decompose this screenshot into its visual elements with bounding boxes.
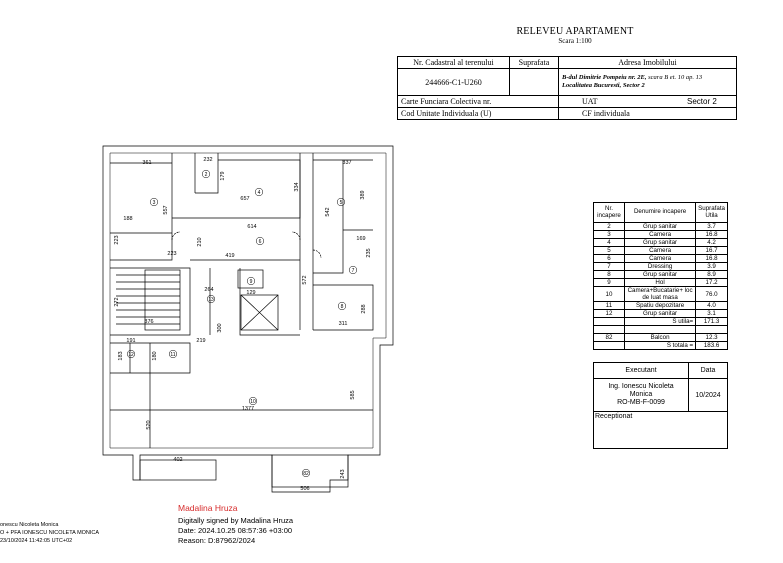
address-rest: scara B et. 10 ap. 13 [646,74,703,81]
room-name: Camera [625,255,696,263]
dimension-label: 272 [114,297,120,307]
dimension-label: 361 [142,160,152,166]
dimension-label: 264 [204,287,214,293]
dimension-label: 614 [247,224,257,230]
uat-label: UAT [582,97,598,106]
dimension-label: 232 [203,157,213,163]
nr-cadastral: 244666-C1-U260 [398,69,510,96]
cf-label: Carte Funciara Colectiva nr. [398,96,559,108]
dimension-label: 1377 [241,406,255,412]
s-utila-value: 171.3 [696,318,728,326]
uat-value: Sector 2 [687,97,717,106]
h-suprafata: Suprafata [510,57,559,69]
h-suprafata-utila: Suprafata Utila [696,203,728,223]
dimension-label: 572 [302,275,308,285]
room-area: 4.2 [696,239,728,247]
balcon-label: Balcon [625,334,696,342]
room-nr: 7 [594,263,625,271]
s-utila-label: S utila= [625,318,696,326]
room-nr: 3 [594,231,625,239]
room-nr: 10 [594,287,625,302]
exec-name1: Ing. Ionescu Nicoleta [608,383,674,390]
dimension-label: 169 [356,236,366,242]
exec-name2: Monica [629,391,653,398]
room-area: 3.7 [696,223,728,231]
dimension-label: 223 [114,235,120,245]
dimension-label: 376 [144,319,154,325]
dimension-label: 542 [325,207,331,217]
room-name: Grup sanitar [625,223,696,231]
dimension-label: 389 [360,190,366,200]
room-number: 5 [339,199,343,206]
exec-date: 10/2024 [689,379,728,412]
dimension-label: 243 [340,469,346,479]
h-executant: Executant [594,363,689,379]
room-nr: 6 [594,255,625,263]
room-number: 82 [303,470,309,477]
room-area: 3.9 [696,263,728,271]
room-number: 3 [152,199,156,206]
left-sign-line1: onescu Nicoleta Monica [0,522,59,528]
left-sign-line3: 23/10/2024 11:42:05 UTC+02 [0,538,73,544]
room-name: Camera [625,247,696,255]
h-data: Data [689,363,728,379]
room-area: 8.9 [696,271,728,279]
sign-line2: Date: 2024.10.25 08:57:36 +03:00 [178,526,293,535]
dimension-label: 402 [173,457,183,463]
room-name: Grup sanitar [625,310,696,318]
signer-name: Madalina Hruza [178,503,238,513]
room-number: 12 [128,351,134,358]
dimension-label: 179 [220,171,226,181]
dimension-label: 191 [126,338,136,344]
dimension-label: 585 [350,390,356,400]
h-adresa: Adresa Imobilului [559,57,737,69]
address-street: B-dul Dimitrie Pompeiu nr. 2E, [562,74,647,81]
sign-line1: Digitally signed by Madalina Hruza [178,516,294,525]
room-nr: 12 [594,310,625,318]
dimension-label: 337 [342,160,352,166]
dimension-label: 210 [197,237,203,247]
cod-label: Cod Unitate Individuala (U) [398,108,559,120]
dimension-label: 520 [146,420,152,430]
dimension-label: 506 [300,486,310,492]
room-number: 8 [340,303,344,310]
room-number: 4 [257,189,261,196]
cf-individuala: CF individuala [559,108,737,120]
room-nr: 5 [594,247,625,255]
room-number: 2 [204,171,208,178]
h-nr-cadastral: Nr. Cadastral al terenului [398,57,510,69]
h-denumire: Denumire incapere [625,203,696,223]
room-number: 10 [250,398,256,405]
room-name: Spatiu depozitare [625,302,696,310]
room-area: 17.2 [696,279,728,287]
room-name: Camera [625,231,696,239]
room-nr: 11 [594,302,625,310]
dimension-label: 288 [361,304,367,314]
dimension-label: 180 [152,351,158,361]
dimension-label: 219 [196,338,206,344]
h-nr-incapere: Nr. incapere [594,203,625,223]
balcon-nr: 82 [594,334,625,342]
address-locality: Localitatea Bucuresti, Sector 2 [562,82,645,89]
dimension-label: 183 [118,351,124,361]
dimension-label: 657 [240,196,250,202]
sign-line3: Reason: D:87962/2024 [178,536,256,545]
dimension-label: 300 [217,323,223,333]
dimension-label: 188 [123,216,133,222]
dimension-label: 419 [225,253,235,259]
balcon-s: 12.3 [696,334,728,342]
room-area: 3.1 [696,310,728,318]
room-area: 4.0 [696,302,728,310]
dimension-label: 129 [246,290,256,296]
dimension-label: 223 [167,251,177,257]
room-nr: 4 [594,239,625,247]
scale-label: Scara 1:100 [558,37,592,45]
room-number: 13 [208,296,214,303]
left-sign-line2: O + PFA IONESCU NICOLETA MONICA [0,530,100,536]
dimension-label: 235 [366,248,372,258]
room-area: 16.7 [696,247,728,255]
dimension-label: 557 [163,205,169,215]
room-area: 16.8 [696,231,728,239]
room-number: 6 [258,238,262,245]
room-area: 76.0 [696,287,728,302]
room-area: 16.8 [696,255,728,263]
room-name: Dressing [625,263,696,271]
s-totala-value: 183.6 [696,342,728,350]
exec-code: RO-MB-F-0099 [617,399,665,406]
room-name: Grup sanitar [625,239,696,247]
page-title: RELEVEU APARTAMENT [516,26,634,37]
dimension-label: 311 [338,321,348,327]
room-name: Grup sanitar [625,271,696,279]
room-name: Camera+Bucatarie+ loc de luat masa [625,287,696,302]
receptionat: Receptionat [594,412,728,449]
s-totala-label: S totala = [625,342,696,350]
room-nr: 8 [594,271,625,279]
dimension-label: 334 [294,182,300,192]
room-number: 11 [170,351,176,358]
room-number: 9 [249,278,253,285]
room-number: 7 [351,267,355,274]
room-nr: 2 [594,223,625,231]
room-name: Hol [625,279,696,287]
room-nr: 9 [594,279,625,287]
